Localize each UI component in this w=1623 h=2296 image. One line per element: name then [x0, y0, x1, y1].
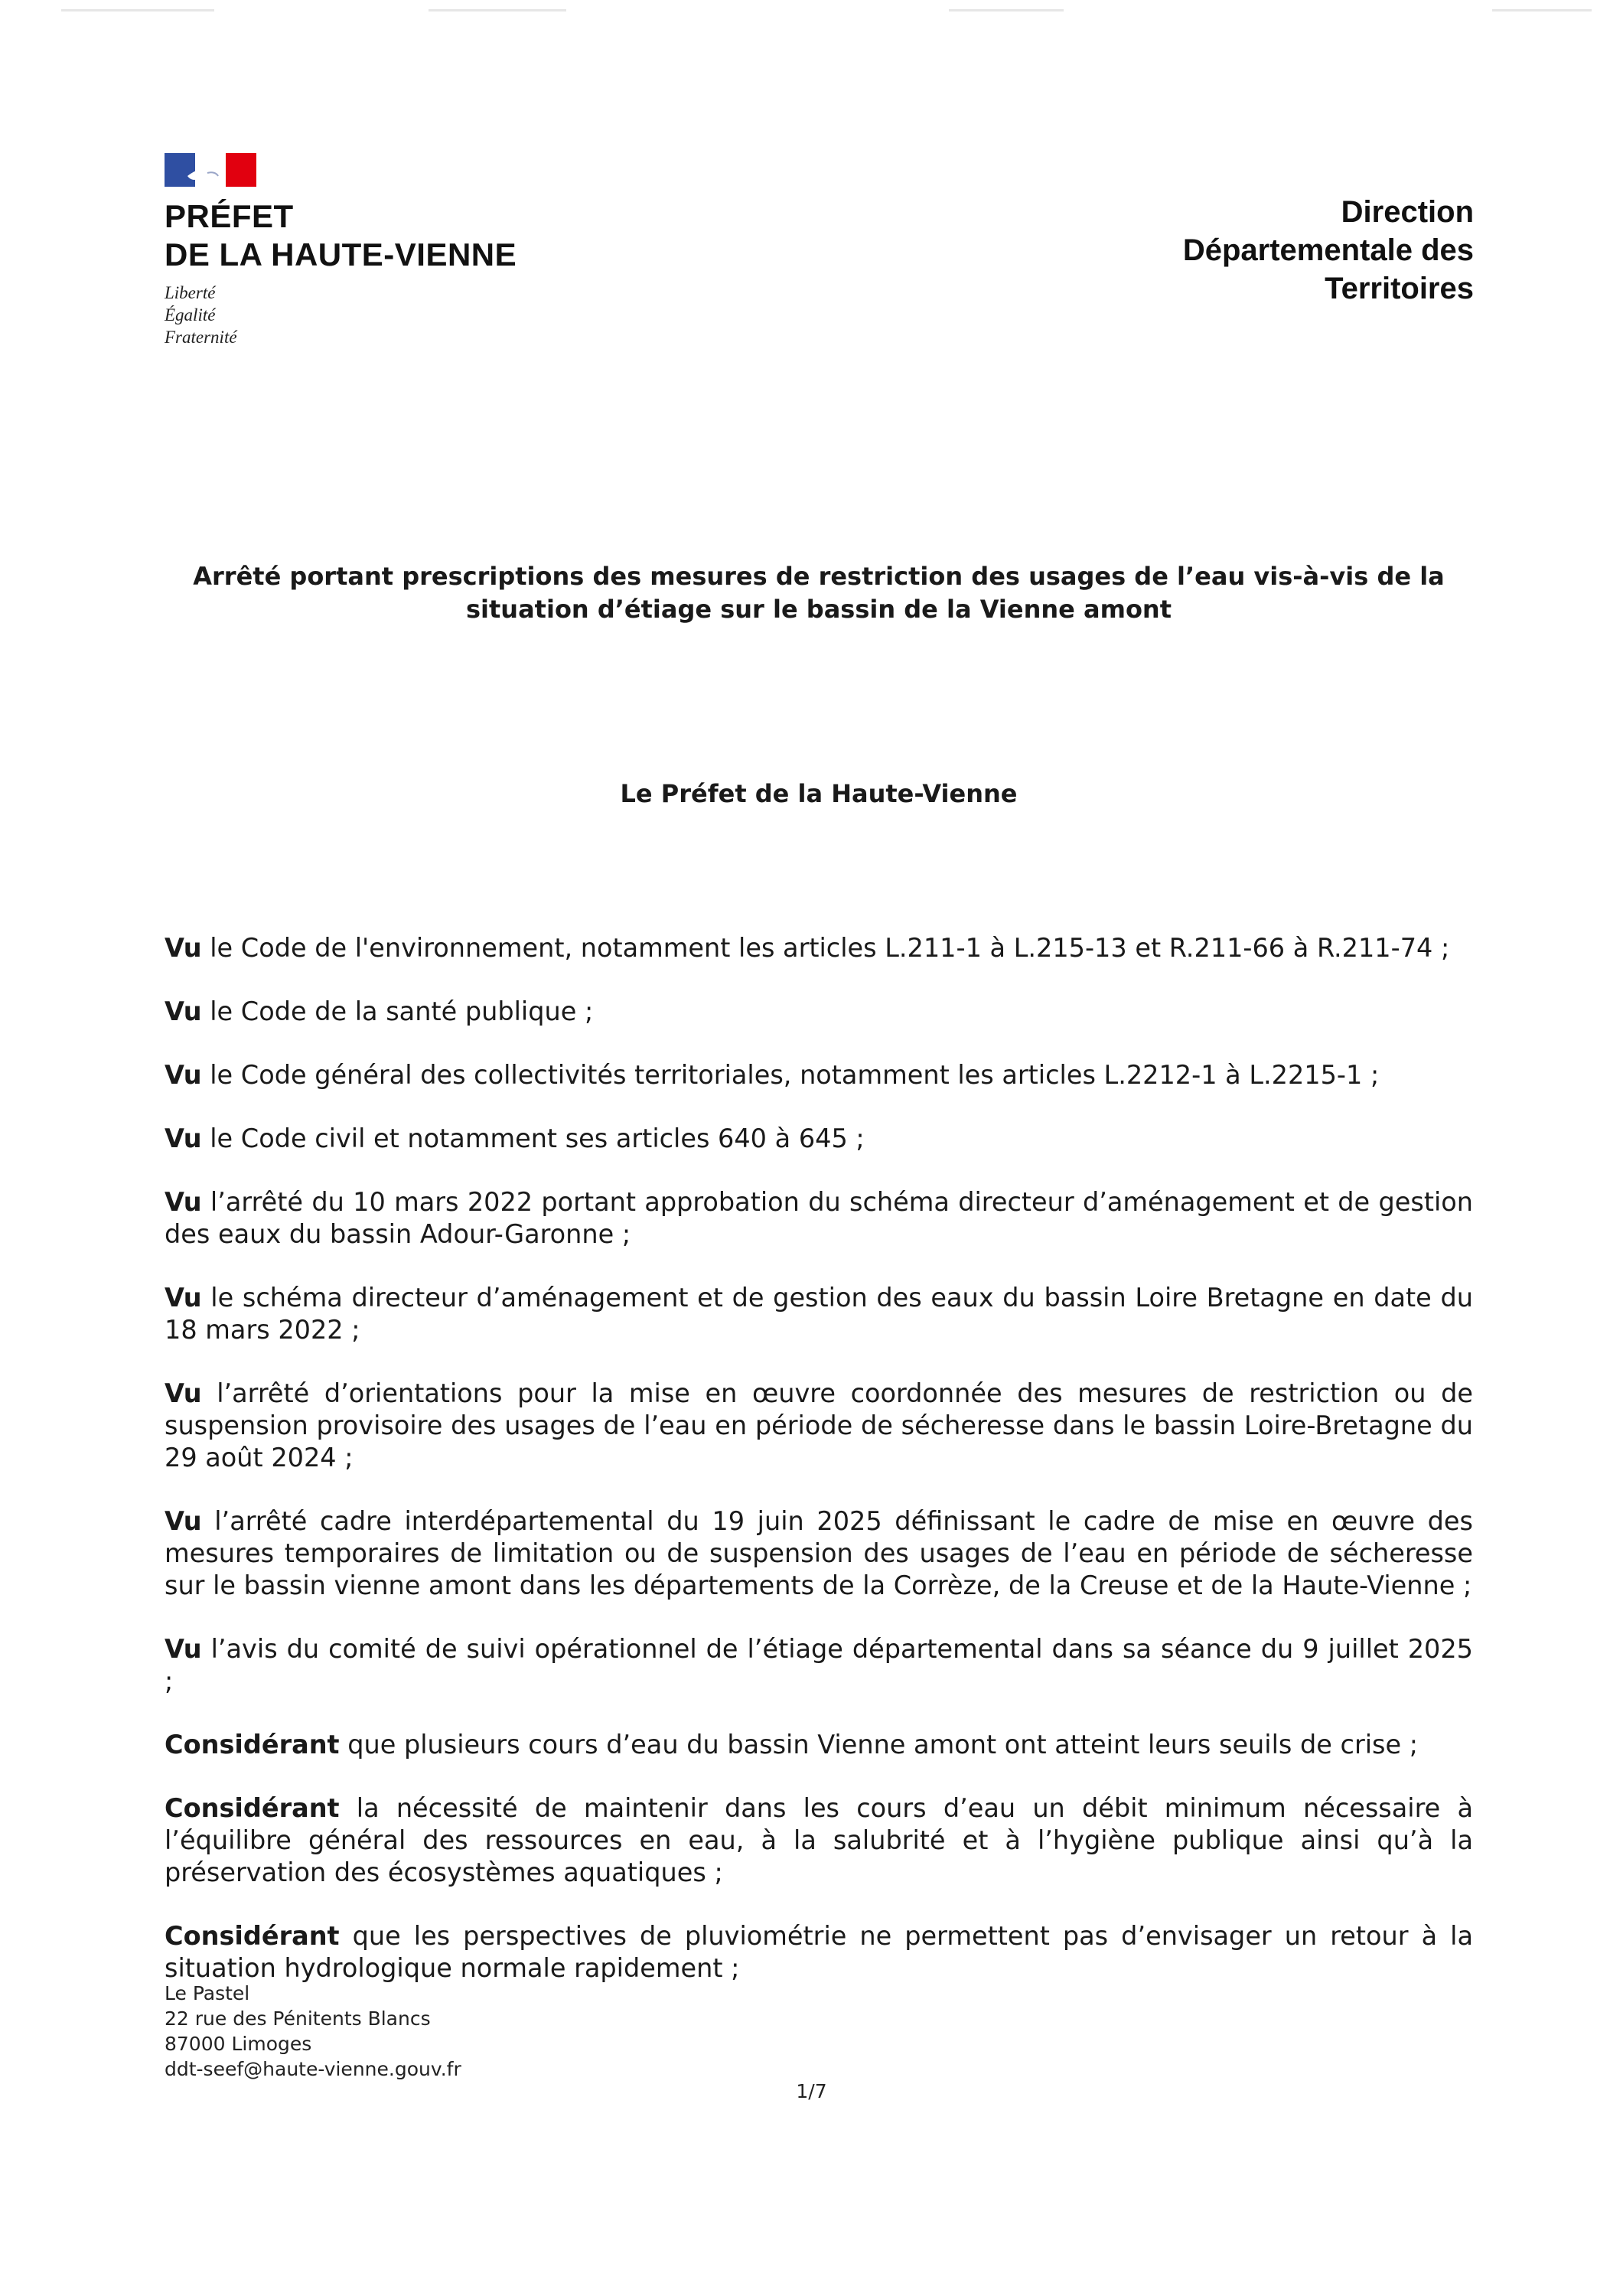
clause-keyword: Vu — [165, 1124, 202, 1153]
clause-item — [165, 1729, 1473, 1761]
clause-keyword: Considérant — [165, 1730, 340, 1760]
clause-keyword: Vu — [165, 1634, 202, 1664]
clause-item — [165, 1792, 1473, 1889]
clause-keyword: Vu — [165, 1283, 202, 1313]
clause-keyword: Vu — [165, 1060, 202, 1090]
clause-text: l’arrêté d’orientations pour la mise en œuvre coordonnée des mesures de restriction ou de suspension provisoire des usages de l’eau en période de sécheresse dans le bassin Loire-Bretagne du 29 août 2024 ; — [165, 1378, 1473, 1473]
motto-egalite: Égalité — [165, 305, 216, 325]
direction-line3: Territoires — [1325, 272, 1474, 305]
clause-keyword: Vu — [165, 996, 202, 1026]
scan-artifact — [1492, 9, 1592, 11]
clause-item — [165, 1505, 1473, 1602]
clause-keyword: Vu — [165, 1187, 202, 1217]
clause-keyword: Vu — [165, 1506, 202, 1536]
clause-text: l’avis du comité de suivi opérationnel de l’étiage départemental dans sa séance du 9 juillet 2025 ; — [165, 1634, 1473, 1696]
prefet-title — [165, 197, 624, 274]
clause-item — [165, 1378, 1473, 1474]
sender-address — [165, 1981, 461, 2082]
clause-text: le Code de l'environnement, notamment les articles L.211-1 à L.215-13 et R.211-66 à R.211-74 ; — [201, 933, 1450, 963]
clause-item — [165, 1633, 1473, 1698]
page-number: 1/7 — [796, 2080, 827, 2102]
clause-text: le schéma directeur d’aménagement et de gestion des eaux du bassin Loire Bretagne en date du 18 mars 2022 ; — [165, 1283, 1473, 1345]
clause-text: que plusieurs cours d’eau du bassin Vienne amont ont atteint leurs seuils de crise ; — [339, 1730, 1419, 1760]
address-line-building: Le Pastel — [165, 1982, 250, 2004]
clause-text: le Code civil et notamment ses articles 640 à 645 ; — [201, 1124, 865, 1153]
scan-artifact — [949, 9, 1064, 11]
clause-item — [165, 1186, 1473, 1251]
motto-liberte: Liberté — [165, 283, 216, 302]
clause-item — [165, 1920, 1473, 1985]
arrete-title: Arrêté portant prescriptions des mesures de restriction des usages de l’eau vis-à-vis de la situation d’étiage sur le bassin de la Vienne amont — [193, 562, 1445, 624]
clause-keyword: Vu — [165, 933, 202, 963]
clause-keyword: Considérant — [165, 1921, 340, 1951]
clause-item — [165, 1059, 1473, 1091]
clause-text: que les perspectives de pluviométrie ne permettent pas d’envisager un retour à la situation hydrologique normale rapidement ; — [165, 1921, 1473, 1983]
clause-text: l’arrêté cadre interdépartemental du 19 juin 2025 définissant le cadre de mise en œuvre des mesures temporaires de limitation ou de suspension des usages de l’eau en période de sécheresse sur le bassin vienne amont dans les départements de la Corrèze, de la Creuse et de la Haute-Vienne ; — [165, 1506, 1473, 1600]
marianne-flag-icon — [165, 153, 256, 187]
prefet-heading: Le Préfet de la Haute-Vienne — [620, 779, 1018, 808]
clause-text: le Code général des collectivités territoriales, notamment les articles L.2212-1 à L.2215-1 ; — [201, 1060, 1380, 1090]
clause-keyword: Vu — [165, 1378, 202, 1408]
prefecture-logo — [165, 153, 624, 348]
clause-text: l’arrêté du 10 mars 2022 portant approbation du schéma directeur d’aménagement et de gestion des eaux du bassin Adour-Garonne ; — [165, 1187, 1473, 1249]
address-line-city: 87000 Limoges — [165, 2033, 312, 2055]
clause-text: la nécessité de maintenir dans les cours d’eau un débit minimum nécessaire à l’équilibre général des ressources en eau, à la salubrité et à l’hygiène publique ainsi qu’à la préservation des écosystèmes aquatiques ; — [165, 1793, 1473, 1887]
clauses-list — [165, 932, 1473, 2016]
prefet-title-line2: DE LA HAUTE-VIENNE — [165, 236, 517, 272]
address-line-street: 22 rue des Pénitents Blancs — [165, 2007, 431, 2030]
scan-artifact — [61, 9, 214, 11]
direction-line1: Direction — [1341, 195, 1474, 229]
direction-line2: Départementale des — [1182, 233, 1474, 267]
clause-item — [165, 1123, 1473, 1155]
prefet-title-line1: PRÉFET — [165, 198, 294, 234]
republic-motto — [165, 282, 624, 348]
clause-text: le Code de la santé publique ; — [201, 996, 594, 1026]
address-email: ddt-seef@haute-vienne.gouv.fr — [165, 2058, 461, 2080]
scan-artifact — [429, 9, 566, 11]
clause-item — [165, 996, 1473, 1028]
clause-item — [165, 932, 1473, 964]
clause-keyword: Considérant — [165, 1793, 340, 1823]
direction-heading — [1183, 193, 1474, 308]
clause-item — [165, 1282, 1473, 1346]
motto-fraternite: Fraternité — [165, 328, 237, 347]
